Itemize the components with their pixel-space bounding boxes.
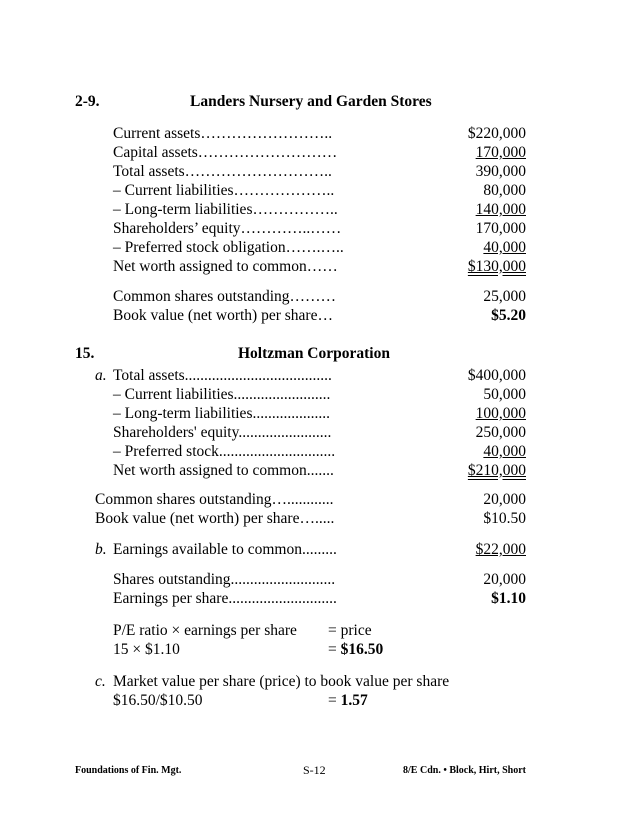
row-label: Net worth assigned to common....... bbox=[113, 462, 334, 479]
bvps-label: Book value (net worth) per share… bbox=[113, 307, 333, 324]
row-label: Total assets……………………….. bbox=[113, 163, 332, 180]
row-label: Net worth assigned to common…… bbox=[113, 258, 338, 275]
row-value: 390,000 bbox=[475, 163, 526, 180]
row-label: Capital assets……………………… bbox=[113, 144, 338, 161]
row-label: – Preferred stock obligation…….….. bbox=[113, 239, 344, 256]
row-value: $130,000 bbox=[467, 258, 526, 275]
equals-sign: = bbox=[328, 641, 341, 658]
row-label: – Long-term liabilities…………….. bbox=[113, 201, 338, 218]
row-label: Shareholders' equity........................ bbox=[113, 424, 332, 441]
row-value: 50,000 bbox=[483, 386, 526, 403]
calc-right bbox=[328, 640, 383, 660]
calc-left: 15 × $1.10 bbox=[113, 641, 180, 658]
price-result: $16.50 bbox=[340, 641, 384, 658]
ratio-result: 1.57 bbox=[340, 692, 368, 709]
problem-number: 2-9. bbox=[75, 93, 100, 110]
row-value: $210,000 bbox=[467, 462, 526, 479]
row-label: – Preferred stock.............................. bbox=[113, 443, 336, 460]
shares-label: Common shares outstanding…............ bbox=[95, 491, 334, 508]
formula-right: = price bbox=[328, 622, 372, 639]
row-value: 250,000 bbox=[475, 424, 526, 441]
row-value: 40,000 bbox=[483, 239, 526, 256]
part-letter: a. bbox=[95, 367, 107, 384]
footer-page-number: S-12 bbox=[303, 763, 326, 777]
row-value: $400,000 bbox=[467, 367, 526, 384]
row-label: – Current liabilities......................... bbox=[113, 386, 331, 403]
row-value: 80,000 bbox=[483, 182, 526, 199]
earnings-value: $22,000 bbox=[475, 541, 526, 558]
row-label: Total assets...................................... bbox=[113, 367, 332, 384]
eps-value: $1.10 bbox=[491, 590, 526, 607]
company-title: Holtzman Corporation bbox=[238, 345, 390, 362]
part-letter: c. bbox=[95, 673, 106, 690]
part-c-text: Market value per share (price) to book value per share bbox=[113, 673, 450, 690]
calc-right bbox=[328, 691, 368, 711]
shares-label: Shares outstanding........................... bbox=[113, 571, 336, 588]
shares-value: 20,000 bbox=[483, 491, 526, 508]
formula-left: P/E ratio × earnings per share bbox=[113, 622, 297, 639]
row-value: $220,000 bbox=[467, 125, 526, 142]
row-label: – Current liabilities……………….. bbox=[113, 182, 335, 199]
earnings-label: Earnings available to common......... bbox=[113, 541, 337, 558]
footer-right: 8/E Cdn. • Block, Hirt, Short bbox=[403, 765, 526, 776]
bvps-value: $10.50 bbox=[483, 510, 526, 527]
equals-sign: = bbox=[328, 692, 341, 709]
row-value: 100,000 bbox=[475, 405, 526, 422]
row-value: 40,000 bbox=[483, 443, 526, 460]
row-label: Current assets…………………….. bbox=[113, 125, 333, 142]
footer-left: Foundations of Fin. Mgt. bbox=[75, 765, 182, 776]
row-value: 170,000 bbox=[475, 144, 526, 161]
row-value: 140,000 bbox=[475, 201, 526, 218]
problem-number: 15. bbox=[75, 345, 95, 362]
eps-label: Earnings per share............................ bbox=[113, 590, 337, 607]
bvps-label: Book value (net worth) per share…..... bbox=[95, 510, 335, 527]
row-label: Shareholders’ equity…………..…… bbox=[113, 220, 342, 237]
shares-value: 25,000 bbox=[483, 288, 526, 305]
shares-label: Common shares outstanding……… bbox=[113, 288, 337, 305]
part-letter: b. bbox=[95, 541, 107, 558]
bvps-value: $5.20 bbox=[491, 307, 526, 324]
company-title: Landers Nursery and Garden Stores bbox=[190, 93, 432, 110]
row-label: – Long-term liabilities.................... bbox=[113, 405, 330, 422]
shares-value: 20,000 bbox=[483, 571, 526, 588]
calc-left: $16.50/$10.50 bbox=[113, 692, 203, 709]
row-value: 170,000 bbox=[475, 220, 526, 237]
